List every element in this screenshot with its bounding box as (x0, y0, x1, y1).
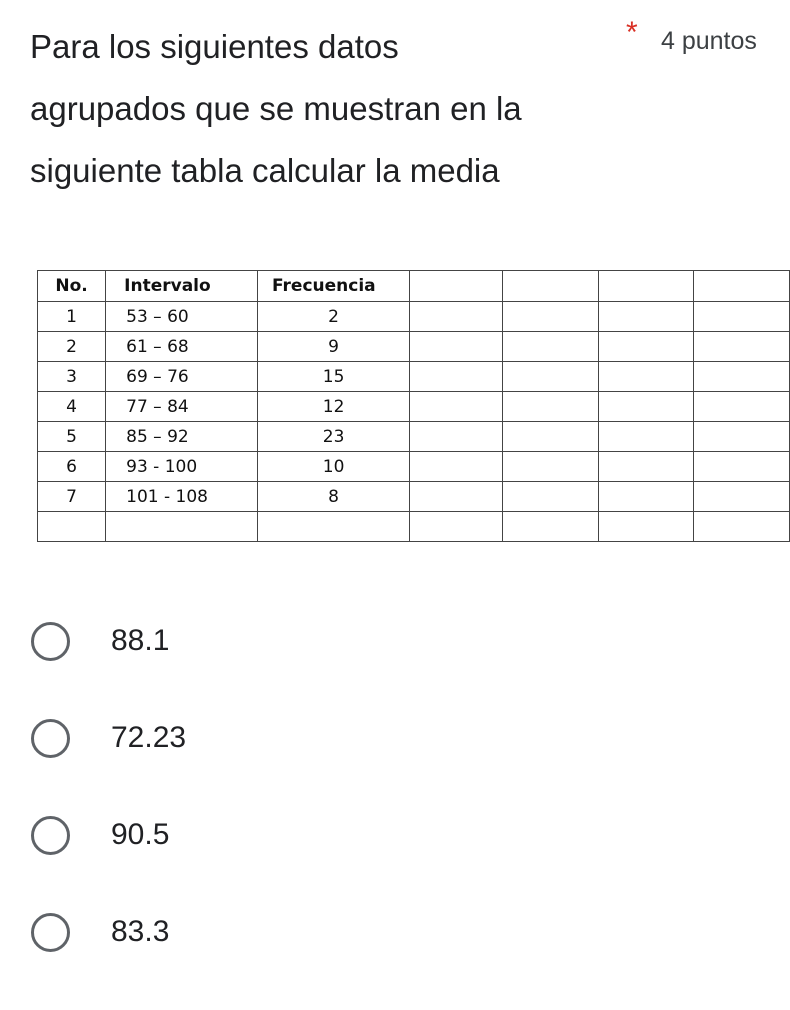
table-cell (410, 302, 503, 332)
table-cell (502, 482, 598, 512)
table-row (38, 422, 790, 452)
table-row (38, 482, 790, 512)
required-asterisk: * (626, 16, 638, 49)
header-cell: No. (38, 271, 106, 302)
table-cell (502, 392, 598, 422)
table-cell (38, 512, 106, 542)
table-cell: 4 (38, 392, 106, 422)
table-cell (598, 332, 694, 362)
option-label[interactable]: 83.3 (111, 915, 170, 948)
table-cell (598, 392, 694, 422)
question-line-2: agrupados que se muestran en la (30, 90, 522, 127)
table-cell: 85 – 92 (106, 422, 258, 452)
table-cell (502, 362, 598, 392)
question-line-1: Para los siguientes datos (30, 28, 399, 65)
table-cell: 2 (258, 302, 410, 332)
table-cell (410, 362, 503, 392)
table-cell (694, 392, 790, 422)
option-label[interactable]: 90.5 (111, 818, 170, 851)
table-row (38, 332, 790, 362)
header-cell: Intervalo (106, 271, 258, 302)
table-cell (694, 452, 790, 482)
table-cell: 101 - 108 (106, 482, 258, 512)
table-cell: 77 – 84 (106, 392, 258, 422)
table-cell (694, 362, 790, 392)
table-cell: 10 (258, 452, 410, 482)
table-cell: 15 (258, 362, 410, 392)
radio-button[interactable] (31, 816, 70, 855)
table-row (38, 302, 790, 332)
header-cell (410, 271, 503, 302)
data-table-image (37, 270, 790, 542)
table-cell (106, 512, 258, 542)
table-cell (410, 512, 503, 542)
table-cell: 8 (258, 482, 410, 512)
table-cell (694, 332, 790, 362)
radio-button[interactable] (31, 622, 70, 661)
table-cell (694, 422, 790, 452)
table-cell (598, 422, 694, 452)
table-cell (502, 512, 598, 542)
table-cell (694, 302, 790, 332)
table-cell (598, 302, 694, 332)
radio-button[interactable] (31, 719, 70, 758)
table-cell (258, 512, 410, 542)
table-cell (410, 452, 503, 482)
header-cell (598, 271, 694, 302)
frequency-table (37, 270, 790, 542)
table-cell (502, 302, 598, 332)
table-cell (410, 482, 503, 512)
table-cell: 5 (38, 422, 106, 452)
table-cell: 23 (258, 422, 410, 452)
table-cell (598, 512, 694, 542)
table-row (38, 362, 790, 392)
table-cell (410, 332, 503, 362)
table-cell: 12 (258, 392, 410, 422)
table-cell (502, 422, 598, 452)
table-cell: 53 – 60 (106, 302, 258, 332)
table-cell: 3 (38, 362, 106, 392)
table-cell (410, 392, 503, 422)
radio-button[interactable] (31, 913, 70, 952)
table-cell: 93 - 100 (106, 452, 258, 482)
table-cell: 9 (258, 332, 410, 362)
option-83-3[interactable] (31, 913, 531, 1010)
table-row (38, 512, 790, 542)
table-cell (694, 512, 790, 542)
table-cell (694, 482, 790, 512)
option-90-5[interactable] (31, 816, 531, 913)
points-label: 4 puntos (661, 27, 757, 55)
header-cell: Frecuencia (258, 271, 410, 302)
option-72-23[interactable] (31, 719, 531, 816)
table-cell (410, 422, 503, 452)
table-cell: 7 (38, 482, 106, 512)
option-88-1[interactable] (31, 622, 531, 719)
table-cell: 6 (38, 452, 106, 482)
option-label[interactable]: 88.1 (111, 624, 170, 657)
question-title (30, 16, 630, 202)
header-cell (502, 271, 598, 302)
answer-options (31, 622, 531, 1010)
table-cell: 69 – 76 (106, 362, 258, 392)
option-label[interactable]: 72.23 (111, 721, 187, 754)
header-cell (694, 271, 790, 302)
table-cell (502, 452, 598, 482)
table-row (38, 452, 790, 482)
table-cell: 61 – 68 (106, 332, 258, 362)
table-cell: 1 (38, 302, 106, 332)
table-cell (598, 452, 694, 482)
table-header-row (38, 271, 790, 302)
question-line-3: siguiente tabla calcular la media (30, 152, 500, 189)
table-cell (598, 362, 694, 392)
table-cell (502, 332, 598, 362)
table-cell: 2 (38, 332, 106, 362)
table-row (38, 392, 790, 422)
table-cell (598, 482, 694, 512)
